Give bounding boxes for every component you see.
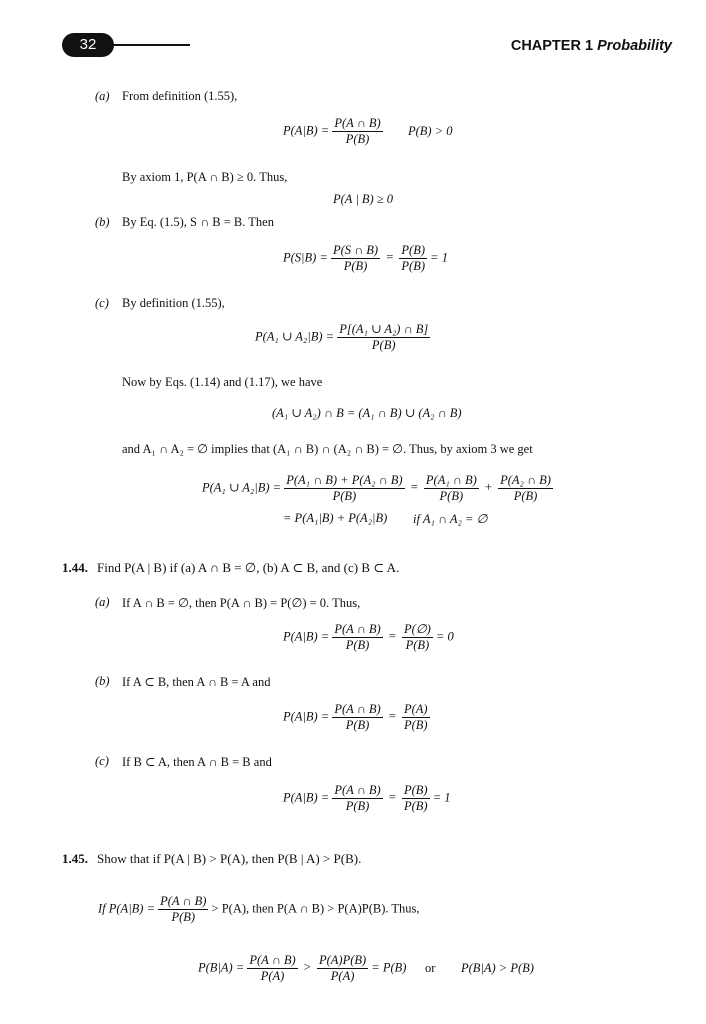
part-a-result: P(A | B) ≥ 0 [333,192,394,206]
part-b-eq-rhs: = 1 [430,250,448,265]
p144-b-num2: P(A) [403,702,428,716]
part-c-text2: Now by Eqs. (1.14) and (1.17), we have [122,375,323,389]
p144-a-den1: P(B) [345,638,370,652]
p144-b-lhs: P(A|B) = [283,709,330,724]
part-b-fraction1 [331,243,380,274]
part-c-eq3-den3: P(B) [513,489,538,503]
part-c-eq3-lhs: P(A₁ ∪ A₂|B) = [202,480,282,495]
p144-c-rhs: = 1 [432,790,451,805]
p144-a-frac2 [402,622,433,653]
p144-c-lhs: P(A|B) = [283,790,330,805]
part-b-label: (b) [95,215,110,229]
p145-line-pre: If P(A|B) = [98,901,155,916]
p144-b-den2: P(B) [403,718,428,732]
p144-a-num1: P(A ∩ B) [334,622,381,636]
p144-c-den1: P(B) [345,799,370,813]
problem-144-number: 1.44. [62,560,88,575]
p145-eq-lhs: P(B|A) = [198,960,245,975]
p144-b-text: If A ⊂ B, then A ∩ B = A and [122,675,271,689]
part-c-eq3-num2: P(A₁ ∩ B) [425,473,477,487]
part-b-den2: P(B) [401,259,426,273]
part-b-num1: P(S ∩ B) [332,243,379,257]
p144-c-frac2 [402,783,430,814]
problem-145-number: 1.45. [62,851,88,866]
part-c-eq-lhs: P(A₁ ∪ A₂|B) = [255,329,335,344]
part-a-numerator: P(A ∩ B) [334,116,381,130]
chapter-label: CHAPTER 1 [510,38,594,54]
part-a-fraction [332,116,382,147]
part-c-eq3-den1: P(B) [332,489,357,503]
part-c-text: By definition (1.55), [122,296,225,310]
p144-a-frac1 [332,622,382,653]
p144-a-den2: P(B) [405,638,430,652]
p145-or: or [425,961,436,975]
part-c-eq3-den2: P(B) [439,489,464,503]
part-a-eq-lhs: P(A|B) = [283,123,330,138]
part-c-equation [255,322,430,353]
part-c-eq3-frac2 [424,473,479,504]
part-c-denominator: P(B) [371,338,396,352]
p145-eq-den2: P(A) [330,969,355,983]
p144-a-equation: P(A|B) = $\frac{P(A \cap B)}{P(B)}$ = $\frac{P(\emptyset)}{P(B)}$ = 0 [283,622,454,652]
problem-145-text: Show that if P(A | B) > P(A), then P(B | A) > P(B). [97,851,362,866]
p144-b-frac1 [332,702,382,733]
p144-b-equation: P(A|B) = $\frac{P(A \cap B)}{P(B)}$ = $\frac{P(A)}{P(B)}$ [283,702,428,732]
p145-eq-rhs: = P(B) [371,960,407,975]
part-c-eq3-frac3 [498,473,553,504]
p145-line-den: P(B) [171,910,196,924]
part-c-eq3: P(A₁ ∪ A₂|B) = $\frac{\text{P(A₁ ∩ B) + P(A₂ ∩ B)}}{P(B)}$ = $\frac{\text{P(A₁ ∩ B)}}{P(B)}$ + $\frac{\text{P(A₂ ∩ B)}}{P(B)}$ [202,473,551,503]
part-c-eq3-frac1 [284,473,404,504]
chapter-title: Probability [597,38,672,54]
p144-b-den1: P(B) [345,718,370,732]
p145-line-frac [158,894,208,925]
p144-a-num2: P(∅) [403,622,431,636]
p145-eq-gt: > [303,960,311,975]
header-rule [112,44,190,46]
part-a-label: (a) [95,89,110,103]
p145-eq-den1: P(A) [260,969,285,983]
p144-a-text: If A ∩ B = ∅, then P(A ∩ B) = P(∅) = 0. Thus, [122,596,361,610]
part-c-text3: and A₁ ∩ A₂ = ∅ implies that (A₁ ∩ B) ∩ (A₂ ∩ B) = ∅. Thus, by axiom 3 we get [122,442,533,456]
p144-c-text: If B ⊂ A, then A ∩ B = B and [122,755,272,769]
p144-a-rhs: = 0 [435,629,454,644]
p145-line [98,894,420,925]
p145-eq-num1: P(A ∩ B) [249,953,296,967]
p145-line-post: > P(A), then P(A ∩ B) > P(A)P(B). Thus, [211,901,420,916]
p145-equation [198,953,406,984]
part-a-equation [283,116,383,147]
part-c-numerator: P[(A₁ ∪ A₂) ∩ B] [339,322,429,336]
part-c-eq3-num3: P(A₂ ∩ B) [500,473,551,487]
p144-c-frac1 [332,783,382,814]
part-c-eq3-num1: P(A₁ ∩ B) + P(A₂ ∩ B) [286,473,403,487]
p145-eq-num2: P(A)P(B) [318,953,367,967]
part-a-condition: P(B) > 0 [408,124,453,138]
p144-c-den2: P(B) [403,799,428,813]
part-b-equation: P(S|B) = $\frac{P(S \cap B)}{P(B)}$ = $\frac{P(B)}{P(B)}$ = 1 [283,243,448,273]
part-c-label: (c) [95,296,109,310]
part-b-text: By Eq. (1.5), S ∩ B = B. Then [122,215,274,229]
part-b-fraction2 [399,243,427,274]
p144-c-label: (c) [95,754,109,768]
p145-final: P(B|A) > P(B) [461,961,534,975]
p145-eq-frac2 [317,953,368,984]
page-number: 32 [62,33,114,57]
problem-144-text: Find P(A | B) if (a) A ∩ B = ∅, (b) A ⊂ B, and (c) B ⊂ A. [97,560,400,575]
p144-b-label: (b) [95,674,110,688]
part-c-eq2: (A₁ ∪ A₂) ∩ B = (A₁ ∩ B) ∪ (A₂ ∩ B) [272,406,462,420]
p144-c-num1: P(A ∩ B) [334,783,381,797]
p144-a-label: (a) [95,595,110,609]
part-c-eq4-cond: if A₁ ∩ A₂ = ∅ [413,512,488,526]
part-a-text2: By axiom 1, P(A ∩ B) ≥ 0. Thus, [122,170,288,184]
part-b-eq-lhs: P(S|B) = [283,250,328,265]
p144-c-num2: P(B) [403,783,428,797]
part-c-fraction [337,322,430,353]
part-c-eq4: = P(A₁|B) + P(A₂|B) [283,511,388,525]
part-a-text: From definition (1.55), [122,89,238,103]
p144-b-num1: P(A ∩ B) [334,702,381,716]
part-a-denominator: P(B) [345,132,370,146]
part-b-den1: P(B) [343,259,368,273]
p145-eq-frac1 [247,953,297,984]
part-b-num2: P(B) [401,243,426,257]
p144-b-frac2 [402,702,430,733]
p144-c-equation: P(A|B) = $\frac{P(A \cap B)}{P(B)}$ = $\frac{P(B)}{P(B)}$ = 1 [283,783,451,813]
chapter-heading [511,38,672,54]
p144-a-lhs: P(A|B) = [283,629,330,644]
p145-line-num: P(A ∩ B) [160,894,207,908]
